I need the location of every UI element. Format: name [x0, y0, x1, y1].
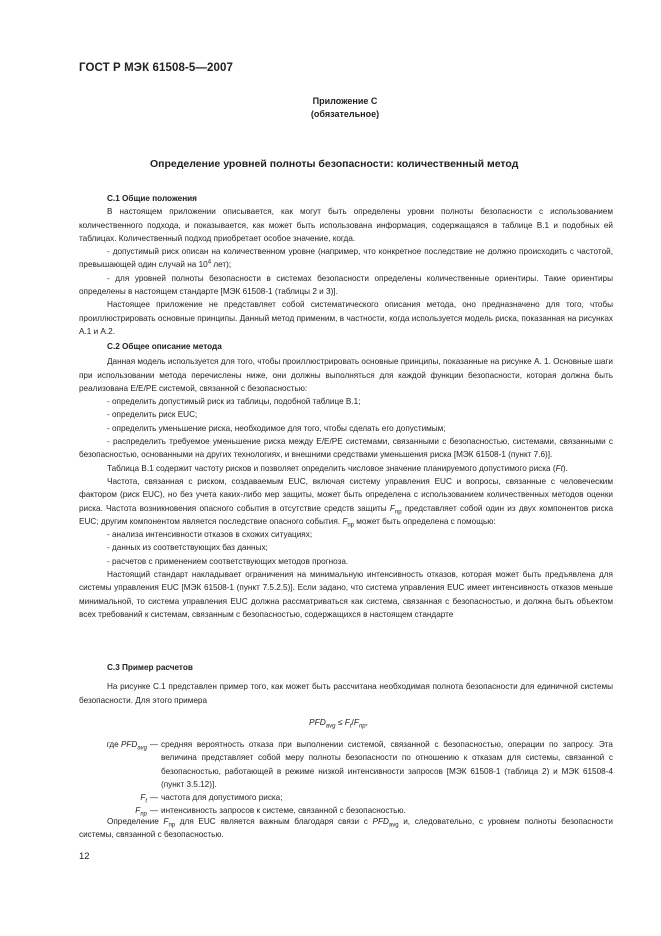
appendix-title: Приложение С [312, 96, 378, 106]
document-header: ГОСТ Р МЭК 61508-5—2007 [79, 62, 233, 74]
section-c1 [79, 192, 613, 338]
paragraph: Частота, связанная с риском, создаваемым EUC, включая систему управления EUC и вопросы, связанные с человеческим фактором (риск EUC), но без учета каких-либо мер защиты, может быть определена с использованием количественных методов оценки риска. Частота возникновения опасного события в отсутствие средств защиты $F_{np}$ представляет собой один из двух компонентов риска EUC; другим компонентом является последствие опасного события. $F_{np}$ может быть определена с помощью: [79, 476, 614, 529]
paragraph: Настоящее приложение не представляет собой систематического описания метода, оно предназначено для того, чтобы проиллюстрировать основные принципы. Данный метод применим, в частности, когда используется модель риска, показанная на рисунках А.1 и А.2. [79, 300, 613, 336]
paragraph: Данная модель используется для того, чтобы проиллюстрировать основные принципы, показанные на рисунке А. 1. Основные шаги при использовании метода перечислены ниже, они должны выполняться для каждой функции безопасности, которая должна быть реализована E/E/PE системой, связанной с безопасностью: [79, 357, 613, 393]
list-item: - расчетов с применением соответствующих методов прогноза. [107, 556, 349, 566]
paragraph: Таблица В.1 содержит частоту рисков и позволяет определить числовое значение планируемого допустимого риска (Ft). [107, 463, 568, 473]
list-item: - данных из соответствующих баз данных; [107, 543, 268, 553]
section-heading-c1: С.1 Общие положения [107, 194, 197, 203]
list-item: - определить риск EUC; [107, 410, 198, 420]
paragraph: В настоящем приложении описывается, как могут быть определены уровни полноты безопасности с использованием количественного подхода, и показывается, как может быть использована информация, содержащаяся в таблице В.1 и подобных ей таблицах. Количественный подход приобретает особое значение, когда. [79, 207, 613, 243]
list-item: - определить уменьшение риска, необходимое для того, чтобы сделать его допустимым; [107, 423, 446, 433]
list-item: - распределить требуемое уменьшение риска между E/E/PE системами, связанными с безопасностью, системами, связанными с безопасностью, основанными на других технологиях, и внешними средствами уменьшения риска [МЭК 61508-1 (пункт 7.6)]. [79, 437, 613, 460]
formula: $PFD_{avg} \le F_t/F_{np}$, [309, 717, 368, 730]
section-heading-c3: С.3 Пример расчетов [107, 663, 193, 672]
appendix-status: (обязательное) [310, 109, 380, 119]
bullet-item: - допустимый риск описан на количественном уровне (например, что конкретное последствие не должно происходить с частотой, превышающей один случай на $10^4$ лет); [79, 247, 613, 270]
closing-paragraph [79, 815, 613, 842]
section-heading-c2: С.2 Общее описание метода [107, 342, 222, 351]
definitions [79, 738, 613, 818]
paragraph: На рисунке С.1 представлен пример того, как может быть рассчитана необходимая полнота безопасности для единичной системы безопасности. Для этого примера [79, 682, 613, 705]
section-c3 [79, 661, 613, 707]
list-item: - анализа интенсивности отказов в схожих ситуациях; [107, 530, 313, 540]
appendix-heading: Определение уровней полноты безопасности: количественный метод [150, 158, 519, 170]
section-c2 [79, 340, 613, 621]
list-item: - определить допустимый риск из таблицы, подобной таблице В.1; [107, 397, 361, 407]
definition-row: $F_{np}$ — интенсивность запросов к системе, связанной с безопасностью. [135, 806, 406, 819]
paragraph: Настоящий стандарт накладывает ограничения на минимальную интенсивность отказов, которая может быть предъявлена для системы управления EUC [МЭК 61508-1 (пункт 7.5.2.5)]. Если задано, что система управления EUC имеет интенсивность отказов меньше минимальной, то система управления EUC должна рассматриваться как система, связанная с безопасностью, и должна быть объектом всех требований к системам, связанным с безопасностью, содержащихся в настоящем стандарте [79, 570, 613, 619]
definition-row: где $PFD_{avg}$ — средняя вероятность отказа при выполнении системой, связанной с безопасностью, операции по запросу. Эта величина представляет собой меру полноты безопасности по отношению к отказам для системы, связанной с безопасностью, работающей в режиме низкой интенсивности запросов [МЭК 61508-1 (таблица 2) и МЭК 61508-4 (пункт 3.5.12)]. [106, 740, 613, 789]
paragraph: Определение $F_{np}$ для EUC является важным благодаря связи с $PFD_{avg}$ и, следовательно, с уровнем полноты безопасности системы, связанной с безопасностью. [79, 817, 613, 840]
definition-row: $F_t$ — частота для допустимого риска; [140, 793, 283, 805]
page-number: 12 [79, 851, 90, 862]
bullet-item: - для уровней полноты безопасности в системах безопасности определены количественные ориентиры. Такие ориентиры определены в настоящем стандарте [МЭК 61508-1 (таблицы 2 и 3)]. [79, 273, 613, 297]
